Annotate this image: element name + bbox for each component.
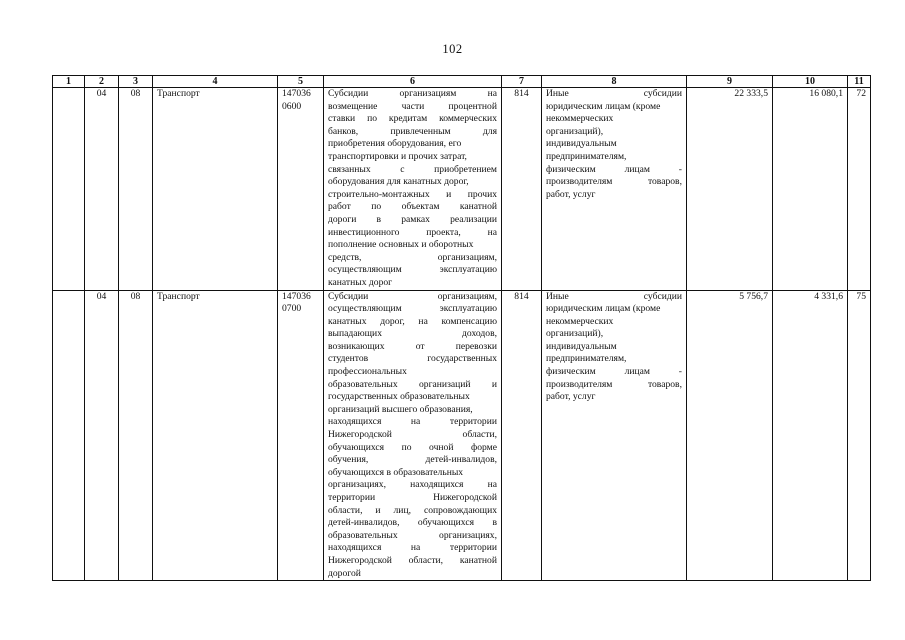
- header-col-5: 5: [278, 76, 324, 88]
- description-line: организаций высшего образования,: [328, 403, 473, 415]
- cell-section-name: Транспорт: [153, 88, 278, 291]
- description-line: возмещение части процентной: [328, 100, 497, 112]
- cell-expense-type-name: [542, 88, 687, 291]
- header-row: [53, 76, 871, 88]
- description-line: транспортировки и прочих затрат,: [328, 150, 467, 162]
- cell-section-code: 04: [85, 88, 119, 291]
- cell-expense-type: 814: [502, 290, 542, 581]
- description-line: студентов государственных: [328, 353, 497, 365]
- cell-target-code: [278, 290, 324, 581]
- expense-type-line: физическим лицам -: [546, 163, 682, 175]
- cell-amount-planned: 5 756,7: [687, 290, 773, 581]
- description-line: выпадающих доходов,: [328, 328, 497, 340]
- description-line: ставки по кредитам коммерческих: [328, 113, 497, 125]
- table-row: [53, 88, 871, 291]
- expense-type-line: работ, услуг: [546, 391, 596, 403]
- description-line: оборудования для канатных дорог,: [328, 176, 469, 188]
- cell-expense-type-name: [542, 290, 687, 581]
- cell-col-1: [53, 290, 85, 581]
- description-line: Субсидии организациям,: [328, 290, 497, 302]
- expense-type-line: юридическим лицам (кроме: [546, 303, 661, 315]
- description-line: канатных дорог, на компенсацию: [328, 315, 497, 327]
- description-line: государственных образовательных: [328, 391, 470, 403]
- header-col-8: 8: [542, 76, 687, 88]
- table-row: [53, 290, 871, 581]
- description-line: образовательных организациях,: [328, 529, 497, 541]
- description-line: обучающихся по очной форме: [328, 441, 497, 453]
- header-col-7: 7: [502, 76, 542, 88]
- cell-subsection-code: 08: [119, 290, 153, 581]
- target-code-part-2: 0700: [282, 303, 302, 315]
- cell-amount-planned: 22 333,5: [687, 88, 773, 291]
- cell-amount-executed: 16 080,1: [773, 88, 848, 291]
- description-line: строительно-монтажных и прочих: [328, 188, 497, 200]
- cell-col-1: [53, 88, 85, 291]
- description-line: канатных дорог: [328, 276, 393, 288]
- cell-description: [324, 290, 502, 581]
- cell-description: [324, 88, 502, 291]
- description-line: осуществляющим эксплуатацию: [328, 264, 497, 276]
- header-col-11: 11: [848, 76, 871, 88]
- description-line: пополнение основных и оборотных: [328, 239, 474, 251]
- description-line: связанных с приобретением: [328, 163, 497, 175]
- description-line: средств, организациям,: [328, 251, 497, 263]
- target-code-part-1: 147036: [282, 88, 311, 99]
- description-line: Нижегородской области, канатной: [328, 554, 497, 566]
- description-line: работ по объектам канатной: [328, 201, 497, 213]
- expense-type-line: Иные субсидии: [546, 290, 682, 302]
- cell-amount-executed: 4 331,6: [773, 290, 848, 581]
- description-line: находящихся на территории: [328, 416, 497, 428]
- expense-type-line: физическим лицам -: [546, 366, 682, 378]
- description-line: дороги в рамках реализации: [328, 213, 497, 225]
- description-line: инвестиционного проекта, на: [328, 226, 497, 238]
- description-line: банков, привлеченным для: [328, 125, 497, 137]
- cell-subsection-code: 08: [119, 88, 153, 291]
- cell-expense-type: 814: [502, 88, 542, 291]
- expense-type-line: предпринимателям,: [546, 353, 627, 365]
- description-line: приобретения оборудования, его: [328, 138, 462, 150]
- expense-type-line: Иные субсидии: [546, 88, 682, 99]
- description-line: находящихся на территории: [328, 542, 497, 554]
- header-col-4: 4: [153, 76, 278, 88]
- header-col-6: 6: [324, 76, 502, 88]
- description-line: образовательных организаций и: [328, 378, 497, 390]
- expense-type-line: юридическим лицам (кроме: [546, 100, 661, 112]
- budget-table: [52, 75, 871, 581]
- header-col-3: 3: [119, 76, 153, 88]
- description-line: Нижегородской области,: [328, 429, 497, 441]
- expense-type-line: производителям товаров,: [546, 378, 682, 390]
- description-line: обучения, детей-инвалидов,: [328, 454, 497, 466]
- description-line: области, и лиц, сопровождающих: [328, 504, 497, 516]
- description-line: профессиональных: [328, 366, 407, 378]
- cell-percent: 75: [848, 290, 871, 581]
- page-number: 102: [442, 42, 463, 56]
- expense-type-line: производителям товаров,: [546, 176, 682, 188]
- header-col-9: 9: [687, 76, 773, 88]
- header-col-10: 10: [773, 76, 848, 88]
- expense-type-line: организаций),: [546, 125, 604, 137]
- description-line: территории Нижегородской: [328, 492, 497, 503]
- cell-section-code: 04: [85, 290, 119, 581]
- expense-type-line: некоммерческих: [546, 113, 614, 125]
- header-col-1: 1: [53, 76, 85, 88]
- target-code-part-2: 0600: [282, 100, 302, 112]
- cell-percent: 72: [848, 88, 871, 291]
- description-line: Субсидии организациям на: [328, 88, 497, 99]
- cell-target-code: [278, 88, 324, 291]
- header-col-2: 2: [85, 76, 119, 88]
- description-line: дорогой: [328, 567, 361, 579]
- expense-type-line: организаций),: [546, 328, 604, 340]
- expense-type-line: некоммерческих: [546, 315, 614, 327]
- expense-type-line: работ, услуг: [546, 188, 596, 200]
- description-line: организациях, находящихся на: [328, 479, 497, 491]
- description-line: осуществляющим эксплуатацию: [328, 303, 497, 315]
- description-line: детей-инвалидов, обучающихся в: [328, 517, 497, 529]
- cell-section-name: Транспорт: [153, 290, 278, 581]
- description-line: возникающих от перевозки: [328, 340, 497, 352]
- expense-type-line: индивидуальным: [546, 138, 617, 150]
- target-code-part-1: 147036: [282, 290, 311, 302]
- expense-type-line: индивидуальным: [546, 340, 617, 352]
- expense-type-line: предпринимателям,: [546, 150, 627, 162]
- description-line: обучающихся в образовательных: [328, 466, 464, 478]
